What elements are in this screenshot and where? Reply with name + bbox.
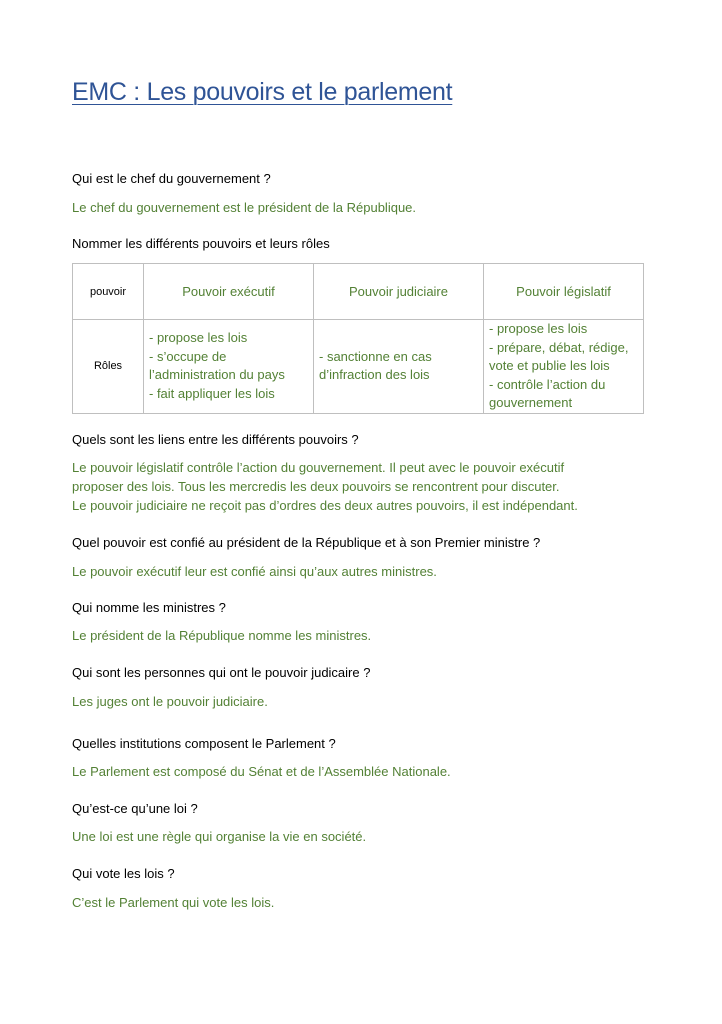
roles-legislatif: [484, 320, 644, 414]
answer-chef-gouvernement: [72, 198, 416, 217]
role-line: - sanctionne en cas: [319, 348, 432, 364]
answer-line: C’est le Parlement qui vote les lois.: [72, 895, 275, 910]
answer-line: Le pouvoir législatif contrôle l’action du gouvernement. Il peut avec le pouvoir exécutif: [72, 460, 565, 475]
corner-label: pouvoir: [73, 264, 144, 320]
roles-judiciaire: [314, 320, 484, 414]
answer-pouvoir-judiciaire: [72, 692, 268, 711]
answer-pouvoir-president: [72, 562, 437, 581]
question-institutions-parlement: Quelles institutions composent le Parlement ?: [72, 736, 336, 751]
role-line: - s’occupe de: [149, 348, 227, 364]
answer-nomme-ministres: [72, 626, 371, 645]
role-line: - prépare, débat, rédige,: [489, 339, 629, 355]
role-line: l’administration du pays: [149, 367, 285, 383]
table-intro: Nommer les différents pouvoirs et leurs rôles: [72, 236, 330, 251]
role-line: vote et publie les lois: [489, 358, 610, 373]
answer-line: Une loi est une règle qui organise la vie en société.: [72, 829, 367, 844]
answer-vote-lois: [72, 893, 274, 912]
powers-table: [72, 263, 644, 414]
question-pouvoir-judiciaire: Qui sont les personnes qui ont le pouvoir judicaire ?: [72, 665, 371, 680]
page-title: EMC : Les pouvoirs et le parlement: [72, 78, 453, 106]
question-nomme-ministres: Qui nomme les ministres ?: [72, 600, 226, 615]
answer-line: Le président de la République nomme les ministres.: [72, 628, 372, 643]
role-line: - propose les lois: [149, 330, 248, 346]
role-line: d’infraction des lois: [319, 367, 430, 383]
roles-executif: [144, 320, 314, 414]
answer-line: Le Parlement est composé du Sénat et de l’Assemblée Nationale.: [72, 764, 451, 779]
role-line: gouvernement: [489, 395, 573, 410]
answer-line: Les juges ont le pouvoir judiciaire.: [72, 694, 268, 709]
role-line: - propose les lois: [489, 321, 588, 336]
question-liens-pouvoirs: Quels sont les liens entre les différents pouvoirs ?: [72, 432, 359, 447]
header-legislatif: Pouvoir législatif: [484, 264, 644, 320]
answer-line: proposer des lois. Tous les mercredis les deux pouvoirs se rencontrent pour discuter.: [72, 479, 560, 494]
role-line: - contrôle l’action du: [489, 376, 606, 392]
question-pouvoir-president: Quel pouvoir est confié au président de la République et à son Premier ministre ?: [72, 535, 541, 550]
answer-liens-pouvoirs: [72, 458, 578, 515]
question-chef-gouvernement: Qui est le chef du gouvernement ?: [72, 171, 271, 186]
roles-label: Rôles: [73, 320, 144, 414]
question-loi: Qu’est-ce qu’une loi ?: [72, 801, 198, 816]
question-vote-lois: Qui vote les lois ?: [72, 866, 175, 881]
header-executif: Pouvoir exécutif: [144, 264, 314, 320]
role-line: - fait appliquer les lois: [149, 385, 275, 401]
answer-line: Le pouvoir exécutif leur est confié ainsi qu’aux autres ministres.: [72, 564, 437, 579]
table-header-row: [73, 264, 644, 320]
answer-line: Le chef du gouvernement est le président de la République.: [72, 200, 417, 215]
answer-institutions-parlement: [72, 762, 451, 781]
table-roles-row: [73, 320, 644, 414]
header-judiciaire: Pouvoir judiciaire: [314, 264, 484, 320]
answer-line: Le pouvoir judiciaire ne reçoit pas d’ordres des deux autres pouvoirs, il est indépendant.: [72, 498, 578, 513]
answer-loi: [72, 827, 366, 846]
